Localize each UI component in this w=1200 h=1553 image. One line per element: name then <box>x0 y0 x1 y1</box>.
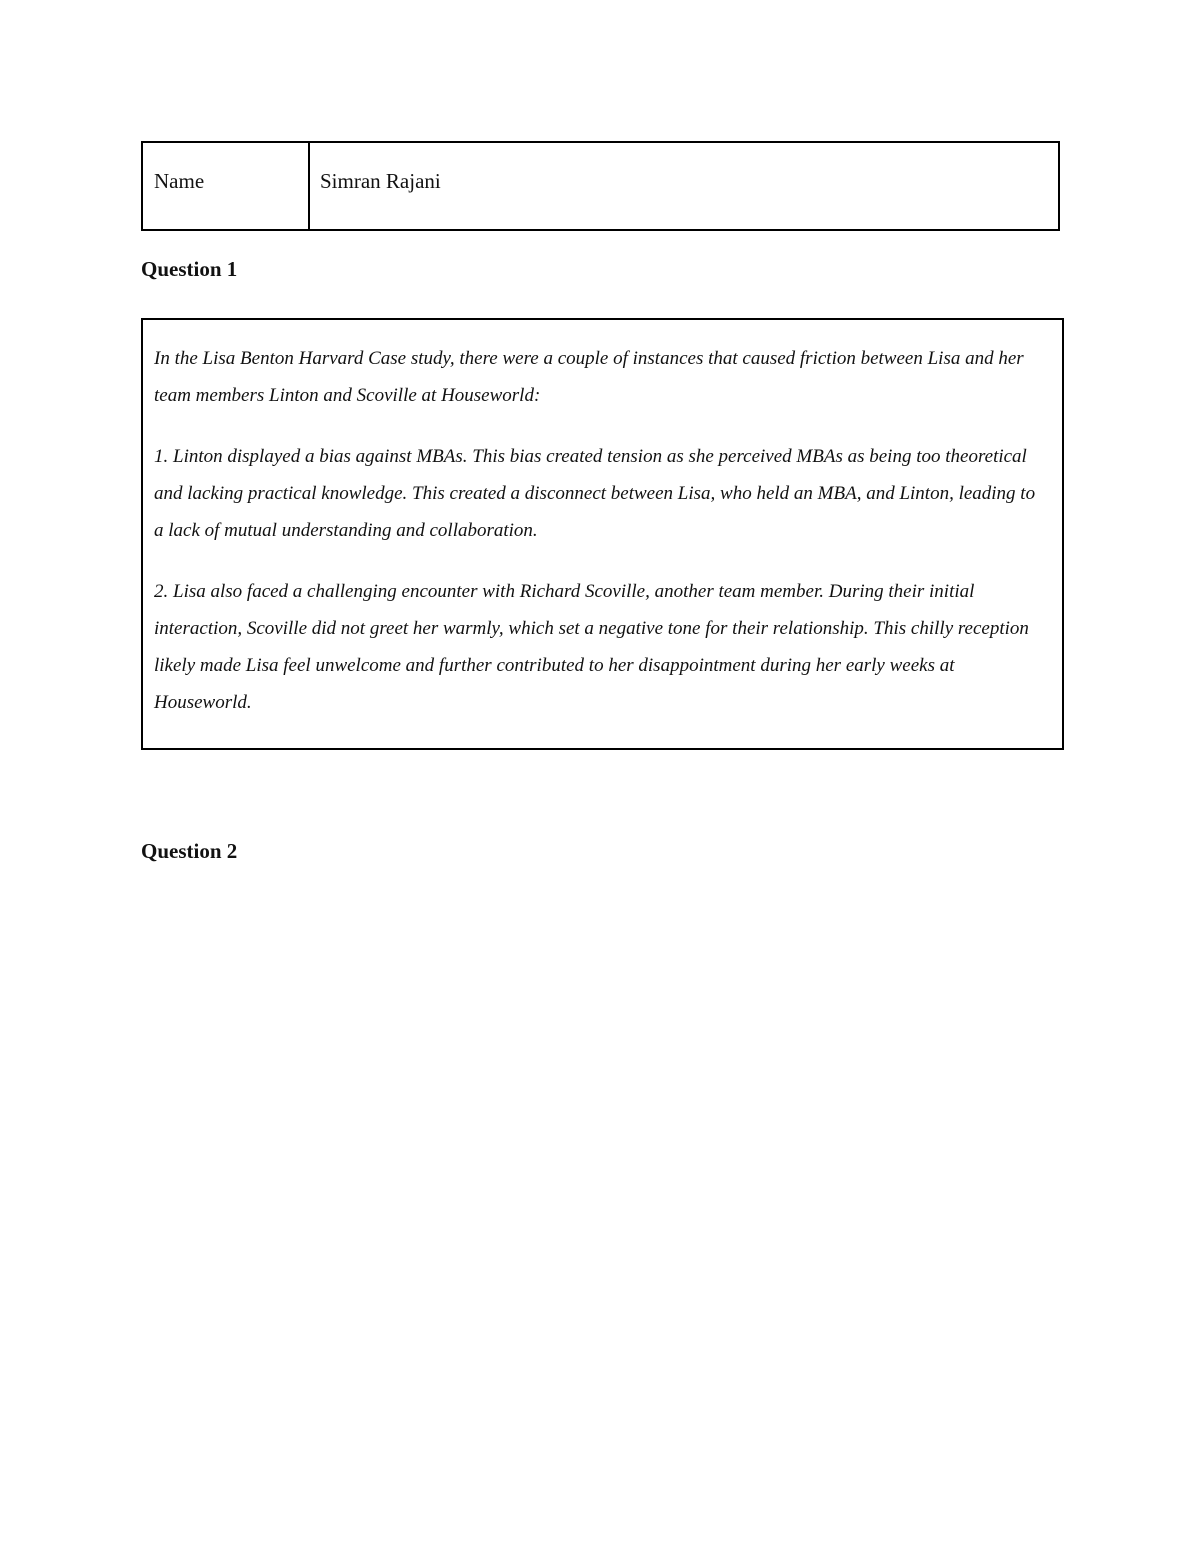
question-2-heading: Question 2 <box>141 839 238 863</box>
answer-paragraph-point-1: 1. Linton displayed a bias against MBAs. This bias created tension as she perceived MBAs as being too theoretical and lacking practical knowledge. This created a disconnect between Lisa, who held an MBA, and Linton, leading to a lack of mutual understanding and collaboration. <box>154 446 1036 541</box>
question-1-heading: Question 1 <box>141 257 238 281</box>
name-label: Name <box>143 143 310 229</box>
answer-paragraph-point-2: 2. Lisa also faced a challenging encounter with Richard Scoville, another team member. During their initial interaction, Scoville did not greet her warmly, which set a negative tone for their relationship. This chilly reception likely made Lisa feel unwelcome and further contributed to her disappointment during her early weeks at Houseworld. <box>154 581 1029 713</box>
question-1-answer-box <box>141 318 1064 750</box>
answer-paragraph-intro: In the Lisa Benton Harvard Case study, there were a couple of instances that caused friction between Lisa and her team members Linton and Scoville at Houseworld: <box>154 348 1024 406</box>
name-value: Simran Rajani <box>320 169 441 193</box>
name-table <box>141 141 1060 231</box>
